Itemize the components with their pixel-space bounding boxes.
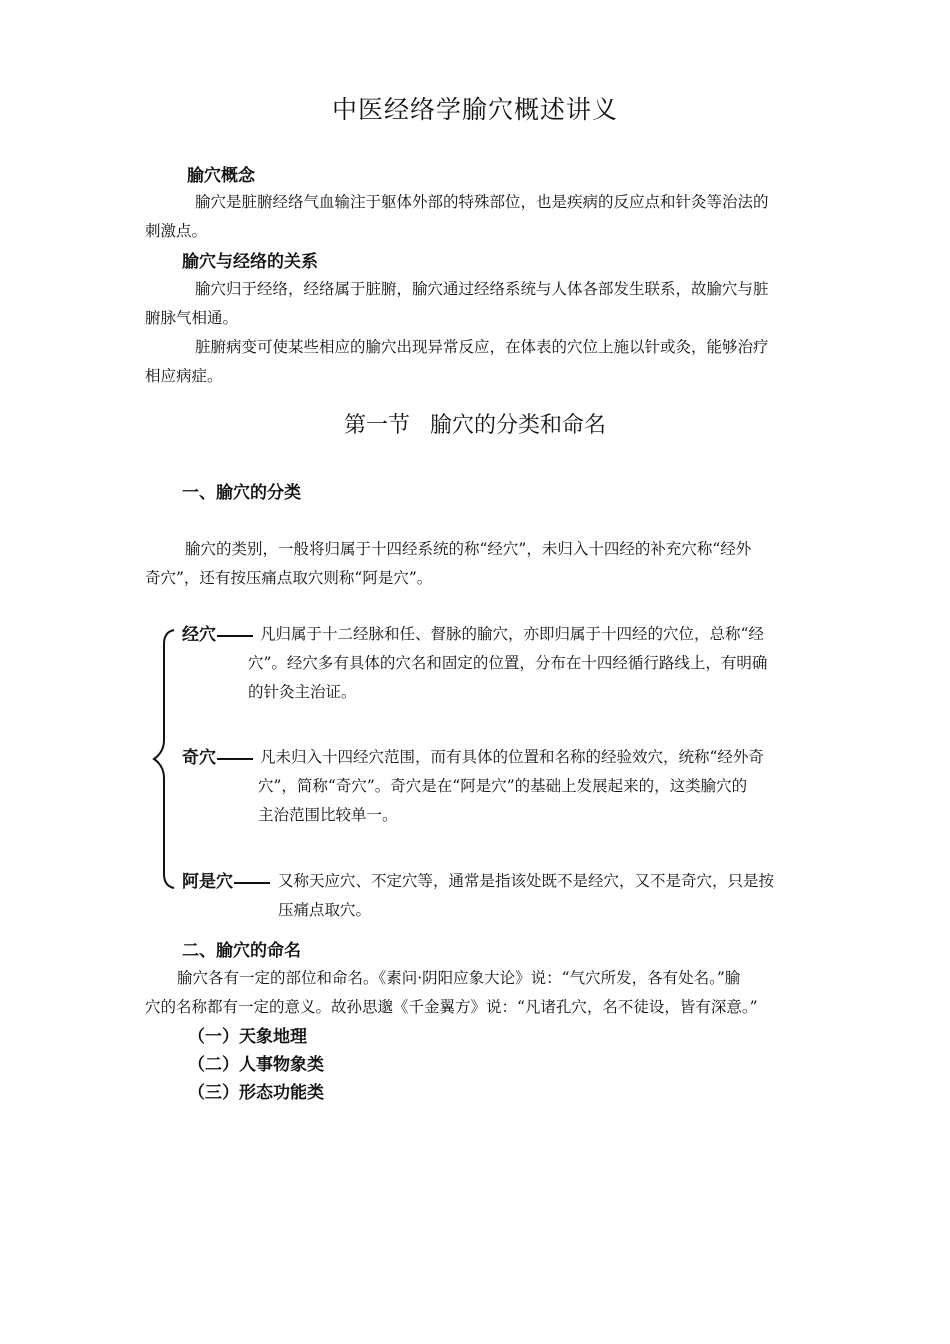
- relation-p2-line-1: 脏腑病变可使某些相应的腧穴出现异常反应，在体表的穴位上施以针或灸，能够治疗: [195, 338, 769, 356]
- jingxue-line-2: 穴”。经穴多有具体的穴名和固定的位置，分布在十四经循行路线上，有明确: [248, 654, 768, 672]
- page-title: 中医经络学腧穴概述讲义: [331, 95, 618, 124]
- classification-intro-line-2: 奇穴”，还有按压痛点取穴则称“阿是穴”。: [145, 569, 433, 587]
- heading-relation: 腧穴与经络的关系: [182, 252, 318, 272]
- item-jingxue: [182, 620, 254, 645]
- naming-category-3: （三）形态功能类: [188, 1083, 324, 1103]
- naming-paragraph: [145, 964, 758, 1022]
- ashixue-line-1: 又称天应穴、不定穴等，通常是指该处既不是经穴，又不是奇穴，只是按: [278, 872, 775, 890]
- curly-brace: [150, 628, 180, 890]
- section-name: 腧穴的分类和命名: [430, 413, 607, 438]
- concept-line-2: 刺激点。: [145, 222, 208, 240]
- jingxue-description: [248, 620, 767, 707]
- concept-paragraph: [145, 188, 769, 246]
- heading-classification: 一、腧穴的分类: [182, 483, 301, 503]
- jingxue-line-1: 凡归属于十二经脉和任、督脉的腧穴，亦即归属于十四经的穴位，总称“经: [260, 625, 764, 643]
- section-title: [0, 408, 950, 439]
- naming-line-2: 穴的名称都有一定的意义。故孙思邈《千金翼方》说：“凡诸孔穴，名不徒设，皆有深意。”: [145, 998, 758, 1016]
- term-qixue: 奇穴: [182, 748, 216, 768]
- section-label: 第一节: [343, 413, 410, 438]
- concept-line-1: 腧穴是脏腑经络气血输注于躯体外部的特殊部位，也是疾病的反应点和针灸等治法的: [195, 193, 769, 211]
- dash-line: [234, 882, 270, 884]
- item-ashixue: [182, 867, 271, 892]
- qixue-line-1: 凡未归入十四经穴范围，而有具体的位置和名称的经验效穴，统称“经外奇: [260, 748, 764, 766]
- dash-line: [217, 758, 253, 760]
- naming-category-1: （一）天象地理: [188, 1027, 307, 1047]
- heading-concept: 腧穴概念: [187, 166, 255, 186]
- naming-category-2: （二）人事物象类: [188, 1055, 324, 1075]
- classification-intro-line-1: 腧穴的类别，一般将归属于十四经系统的称“经穴”，未归入十四经的补充穴称“经外: [185, 540, 752, 558]
- relation-paragraph-1: [145, 275, 769, 333]
- relation-p2-line-2: 相应病症。: [145, 367, 223, 385]
- term-jingxue: 经穴: [182, 625, 216, 645]
- relation-p1-line-1: 腧穴归于经络，经络属于脏腑，腧穴通过经络系统与人体各部发生联系，故腧穴与脏: [195, 280, 769, 298]
- jingxue-line-3: 的针灸主治证。: [248, 683, 357, 701]
- ashixue-description: [278, 867, 774, 925]
- classification-intro: [145, 535, 751, 593]
- naming-line-1: 腧穴各有一定的部位和命名。《素问·阴阳应象大论》说：“气穴所发，各有处名。”腧: [177, 969, 741, 987]
- relation-p1-line-2: 腑脉气相通。: [145, 309, 239, 327]
- heading-naming: 二、腧穴的命名: [182, 941, 301, 961]
- ashixue-line-2: 压痛点取穴。: [278, 901, 372, 919]
- relation-paragraph-2: [145, 333, 769, 391]
- term-ashixue: 阿是穴: [182, 872, 233, 892]
- qixue-line-3: 主治范围比较单一。: [258, 806, 398, 824]
- qixue-description: [258, 743, 764, 830]
- qixue-line-2: 穴”，简称“奇穴”。奇穴是在“阿是穴”的基础上发展起来的，这类腧穴的: [258, 777, 748, 795]
- item-qixue: [182, 743, 254, 768]
